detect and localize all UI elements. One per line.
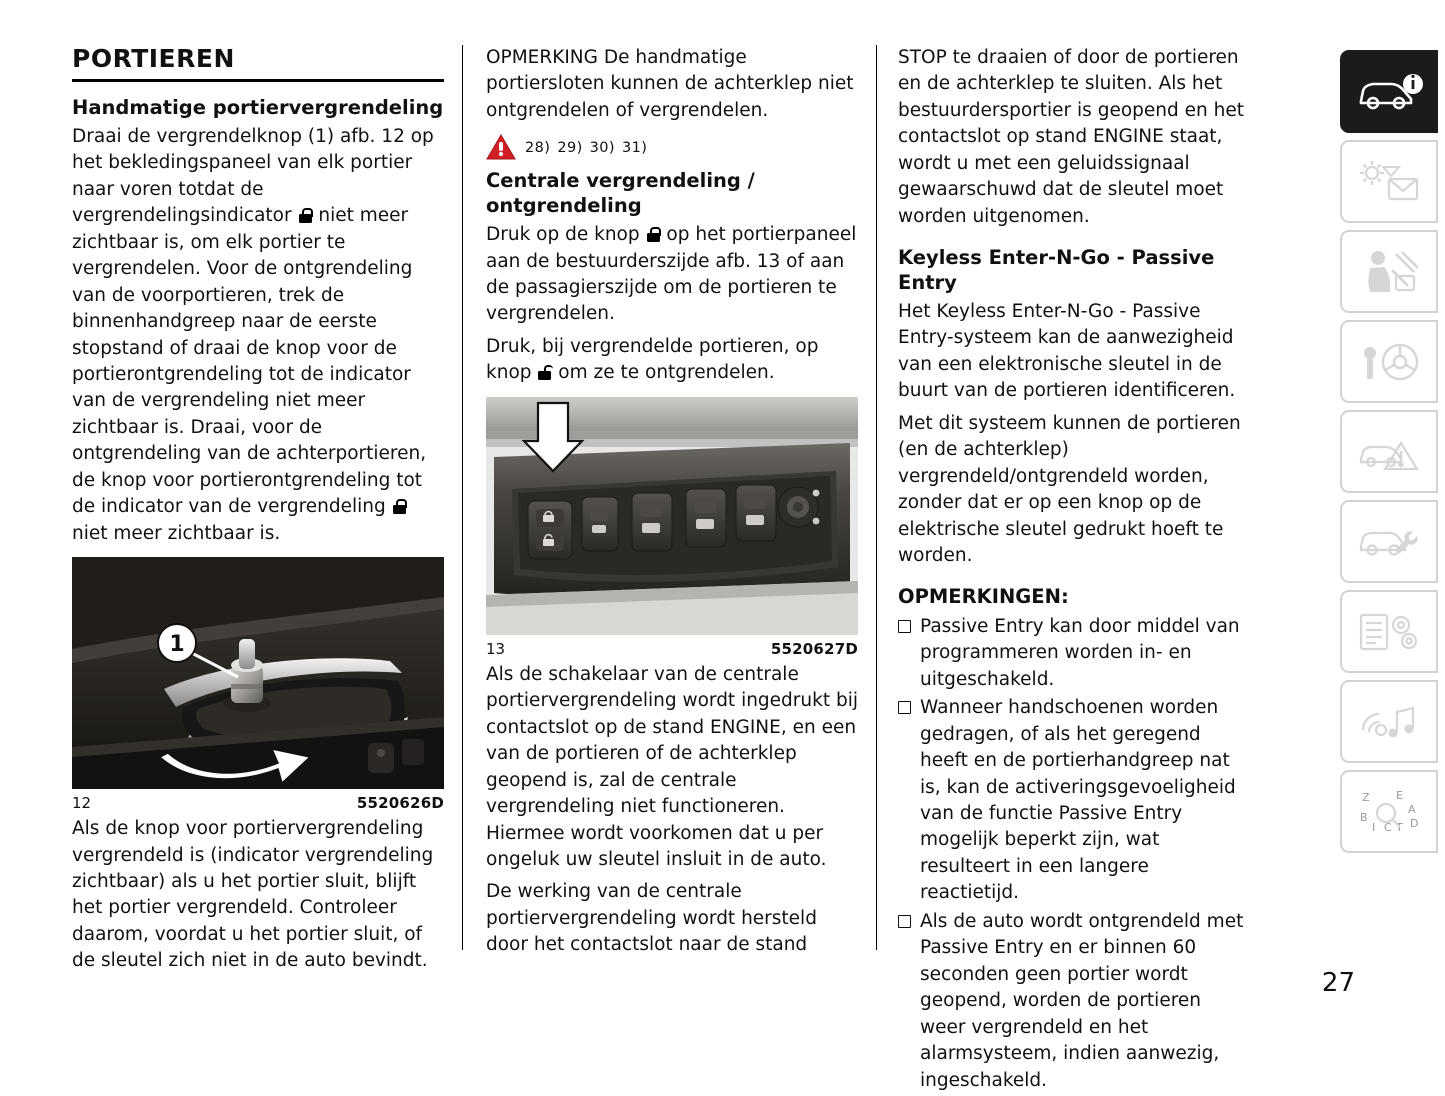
sidebar-item-multimedia[interactable]	[1340, 680, 1438, 763]
lock-icon	[393, 499, 406, 514]
warning-reference-numbers	[525, 140, 654, 156]
paragraph-central-lock-b: op het portierpaneel aan de bestuurderszijde afb. 13 of aan de passagierszijde om de portieren te vergrendelen.	[486, 224, 857, 325]
subheading-manual-lock: Handmatige portiervergrendeling	[72, 95, 444, 119]
paragraph-central-lock-a: Druk op de knop	[486, 224, 640, 246]
svg-text:A: A	[1408, 802, 1416, 816]
paragraph-central-unlock	[486, 334, 858, 387]
figure-12-caption	[72, 794, 444, 812]
paragraph-manual-lock	[72, 124, 444, 547]
warning-reference-row	[486, 134, 858, 161]
warning-triangle-icon	[486, 134, 516, 161]
bullet-square-icon	[898, 915, 911, 928]
warning-ref-3: 30)	[589, 139, 615, 156]
paragraph-central-unlock-a: Druk, bij vergrendelde portieren, op knop	[486, 335, 819, 384]
figure-12-code: 5520626D	[356, 794, 444, 813]
warning-ref-1: 28)	[525, 139, 551, 156]
column-divider-1	[462, 45, 463, 950]
figure-12-callout: 1	[169, 632, 185, 658]
paragraph-stop-position: STOP te draaien of door de portieren en de achterklep te sluiten. Als het bestuurdersportier is geopend en het contactslot op stand ENGINE staat, wordt u met een geluidssignaal gewaarschuwd dat de sleutel moet worden uitgenomen.	[898, 47, 1244, 227]
svg-text:I: I	[1372, 820, 1376, 834]
sidebar-item-start-drive[interactable]	[1340, 320, 1438, 403]
paragraph-manual-lock-a: Draai de vergrendelknop (1) afb. 12 op het bekledingspaneel van elk portier naar voren totdat de vergrendelingsindicator	[72, 125, 434, 227]
figure-13-number: 13	[486, 639, 506, 658]
sidebar-item-dashboard-lights[interactable]	[1340, 140, 1438, 223]
sidebar-item-technical-data[interactable]	[1340, 590, 1438, 673]
column-three	[898, 45, 1250, 1096]
sidebar-item-car-info[interactable]	[1340, 50, 1438, 133]
page-number: 27	[1321, 968, 1355, 998]
column-one	[72, 45, 444, 981]
title-rule	[72, 79, 444, 82]
column-two	[486, 45, 858, 965]
svg-text:E: E	[1396, 788, 1403, 802]
sidebar-item-safety[interactable]	[1340, 230, 1438, 313]
figure-13-caption	[486, 640, 858, 658]
sidebar-item-maintenance[interactable]	[1340, 500, 1438, 583]
paragraph-central-unlock-b: om ze te ontgrendelen.	[558, 362, 775, 384]
subheading-keyless: Keyless Enter-N-Go - Passive Entry	[898, 246, 1215, 294]
paragraph-keyless-1: Het Keyless Enter-N-Go - Passive Entry-systeem kan de aanwezigheid van een elektronische sleutel in de buurt van de portieren identificeren.	[898, 300, 1236, 402]
figure-13-code: 5520627D	[770, 639, 858, 658]
subheading-notes: OPMERKINGEN:	[898, 585, 1069, 609]
list-item	[898, 614, 1250, 693]
paragraph-central-reset: De werking van de centrale portiervergrendeling wordt hersteld door het contactslot naar de stand	[486, 881, 817, 956]
column-divider-2	[876, 45, 877, 950]
lock-icon	[299, 208, 312, 223]
figure-12-number: 12	[72, 794, 92, 813]
bullet-square-icon	[898, 701, 911, 714]
sidebar-item-emergency[interactable]	[1340, 410, 1438, 493]
paragraph-central-lock	[486, 222, 858, 328]
svg-text:B: B	[1360, 810, 1368, 824]
figure-13-image	[486, 397, 858, 635]
lock-icon	[647, 227, 660, 242]
svg-text:C: C	[1384, 820, 1392, 834]
page-title: PORTIEREN	[72, 44, 235, 73]
unlock-icon	[538, 365, 551, 380]
chapter-tab-rail[interactable]	[1340, 50, 1445, 860]
list-item-label: Als de auto wordt ontgrendeld met Passive Entry en er binnen 60 seconden geen portier wordt geopend, worden de portieren weer vergrendeld en het alarmsysteem, indien aanwezig, ingeschakeld.	[920, 910, 1244, 1091]
svg-text:D: D	[1410, 816, 1419, 830]
warning-ref-2: 29)	[557, 139, 583, 156]
paragraph-lock-warning: Als de knop voor portiervergrendeling vergrendeld is (indicator vergrendeling zichtbaar) als u het portier sluit, blijft het portier vergrendeld. Controleer daarom, voordat u het portier sluit, of de sleutel zich niet in de auto bevindt.	[72, 818, 434, 972]
list-item	[898, 909, 1250, 1094]
paragraph-manual-lock-b: niet meer zichtbaar is, om elk portier te vergrendelen. Voor de ontgrendeling van de voorportieren, trek de binnenhandgreep naar de eerste stopstand of draai de knop voor de portierontgrendeling tot de indicator van de vergrendeling niet meer zichtbaar is. Draai, voor de ontgrendeling van de achterportieren, de knop voor portierontgrendeling tot de indicator van de vergrendeling	[72, 205, 427, 518]
warning-ref-4: 31)	[621, 139, 648, 156]
figure-12-image	[72, 557, 444, 789]
sidebar-item-index[interactable]	[1340, 770, 1438, 853]
note-manual-locks: OPMERKING De handmatige portiersloten kunnen de achterklep niet ontgrendelen of vergrendelen.	[486, 47, 854, 121]
paragraph-keyless-2: Met dit systeem kunnen de portieren (en de achterklep) vergrendeld/ontgrendeld worden, zonder dat er op een knop op de elektrische sleutel gedrukt hoeft te worden.	[898, 412, 1241, 566]
paragraph-central-switch: Als de schakelaar van de centrale portiervergrendeling wordt ingedrukt bij contactslot op de stand ENGINE, en een van de portieren of de achterklep geopend is, zal de centrale vergrendeling niet functioneren. Hiermee wordt voorkomen dat u per ongeluk uw sleutel insluit in de auto.	[486, 663, 859, 870]
svg-text:Z: Z	[1362, 790, 1370, 804]
figure-12	[72, 557, 444, 812]
list-item-label: Passive Entry kan door middel van programmeren worden in- en uitgeschakeld.	[920, 615, 1240, 690]
figure-13	[486, 397, 858, 658]
subheading-central-locking: Centrale vergrendeling / ontgrendeling	[486, 169, 755, 217]
bullet-square-icon	[898, 620, 911, 633]
list-item	[898, 695, 1250, 907]
list-item-label: Wanneer handschoenen worden gedragen, of als het geregend heeft en de portierhandgreep nat is, kan de activeringsgevoeligheid van de functie Passive Entry mogelijk beperkt zijn, wat resulteert in een langere reactietijd.	[920, 697, 1236, 904]
svg-text:T: T	[1396, 820, 1403, 834]
paragraph-manual-lock-c: niet meer zichtbaar is.	[72, 522, 281, 544]
